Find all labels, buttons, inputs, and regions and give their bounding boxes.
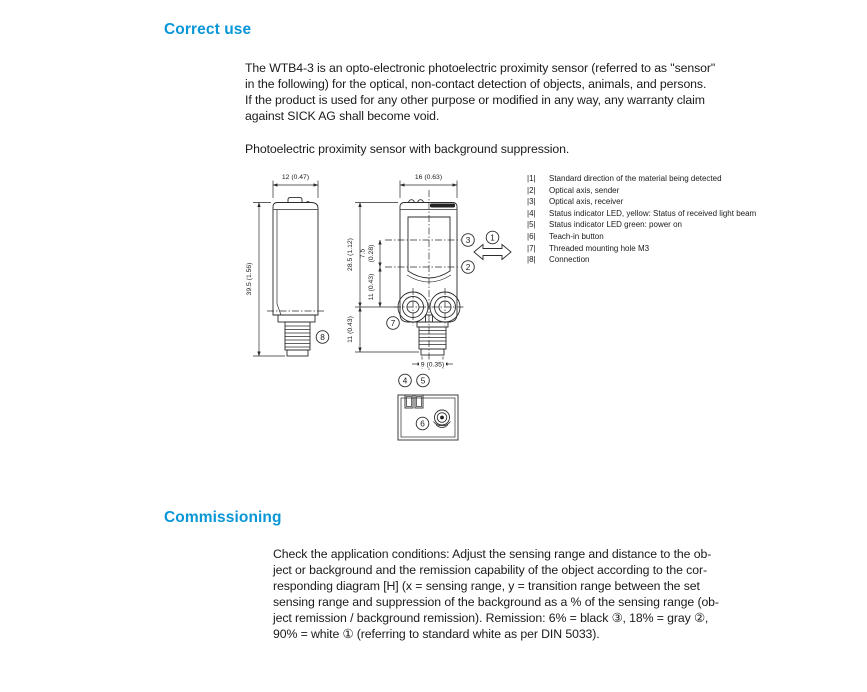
paragraph-line: Check the application conditions: Adjust the sensing range and distance to the ob- [273,547,712,561]
ref-7-label: 7 [390,319,396,328]
legend-item [527,185,807,197]
front-view-drawing [385,174,511,370]
legend-item-label: Status indicator LED, yellow: Status of received light beam [549,208,757,218]
paragraph-line: If the product is used for any other purpose or modified in any way, any warranty claim [245,93,705,107]
ref-4-label: 4 [402,376,408,386]
commissioning-paragraph [273,546,818,642]
bottom-view-drawing [398,374,458,440]
legend-item [527,208,807,220]
paragraph-line: 90% = white ① (referring to standard white as per DIN 5033). [273,627,600,641]
legend-item-marker: |1| [527,174,536,183]
legend-item-marker: |2| [527,185,536,195]
section-heading-commissioning: Commissioning [164,509,282,526]
ref-5-label: 5 [420,376,426,386]
legend-item-label: Standard direction of the material being detected [549,174,722,183]
paragraph-line: ject remission / background remission). Remission: 6% = black ③, 18% = gray ②, [273,611,709,625]
ref-8-label: 8 [320,333,325,342]
dim-axis-gap-label-mm: 7.5 [359,248,367,259]
dim-total-height-label: 28.5 (1.12) [347,238,354,271]
legend-item-label: Threaded mounting hole M3 [549,243,650,253]
legend-item [527,196,807,208]
paragraph-line: against SICK AG shall become void. [245,109,440,123]
ref-3-label: 3 [465,236,471,245]
legend-item-label: Optical axis, sender [549,185,620,195]
legend-item-marker: |3| [527,197,536,207]
paragraph-line: responding diagram [H] (x = sensing range, y = transition range between the set [273,579,700,593]
legend-item-label: Optical axis, receiver [549,197,624,207]
paragraph-line: sensing range and suppression of the background as a % of the sensing range (ob- [273,595,719,609]
dim-axis-gap-label-inch: (0.28) [368,244,375,263]
paragraph-line: ject or background and the remission capability of the object according to the cor- [273,563,707,577]
material-direction-arrow-icon [474,245,511,260]
legend-item [527,231,807,243]
section-heading-correct-use: Correct use [164,21,252,38]
dim-front-bottom-label: 9 (0.35) [420,361,445,369]
dim-side-width-label: 12 (0.47) [281,174,310,181]
legend-item-marker: |5| [527,220,536,230]
dim-side-height-label: 39.5 (1.56) [246,262,253,296]
legend-item-label: Connection [549,255,590,265]
legend-item [527,243,807,255]
dim-lower-section-label: 11 (0.43) [347,316,354,343]
dim-axis-lower-label: 11 (0.43) [368,273,375,301]
legend-item [527,219,807,231]
paragraph-line: The WTB4-3 is an opto-electronic photoelectric proximity sensor (referred to as "sensor" [245,61,716,75]
legend-item-marker: |8| [527,255,536,265]
ref-6-label: 6 [420,419,425,429]
correct-use-paragraph-1 [245,60,815,124]
sensor-dimension-drawing [240,168,530,453]
paragraph-line: in the following) for the optical, non-contact detection of objects, animals, and persons. [245,77,707,91]
legend-item-marker: |7| [527,243,536,253]
legend-item-label: Teach-in button [549,231,604,241]
figure-legend [527,173,807,266]
legend-item-marker: |4| [527,208,536,218]
legend-item-marker: |6| [527,231,536,241]
legend-item [527,254,807,266]
correct-use-paragraph-2: Photoelectric proximity sensor with background suppression. [245,142,570,156]
ref-1-label: 1 [490,233,495,243]
dim-front-width-label: 16 (0.63) [414,174,443,181]
legend-item-label: Status indicator LED green: power on [549,220,682,230]
legend-item [527,173,807,185]
ref-2-label: 2 [465,263,471,272]
side-view-drawing [246,174,329,356]
